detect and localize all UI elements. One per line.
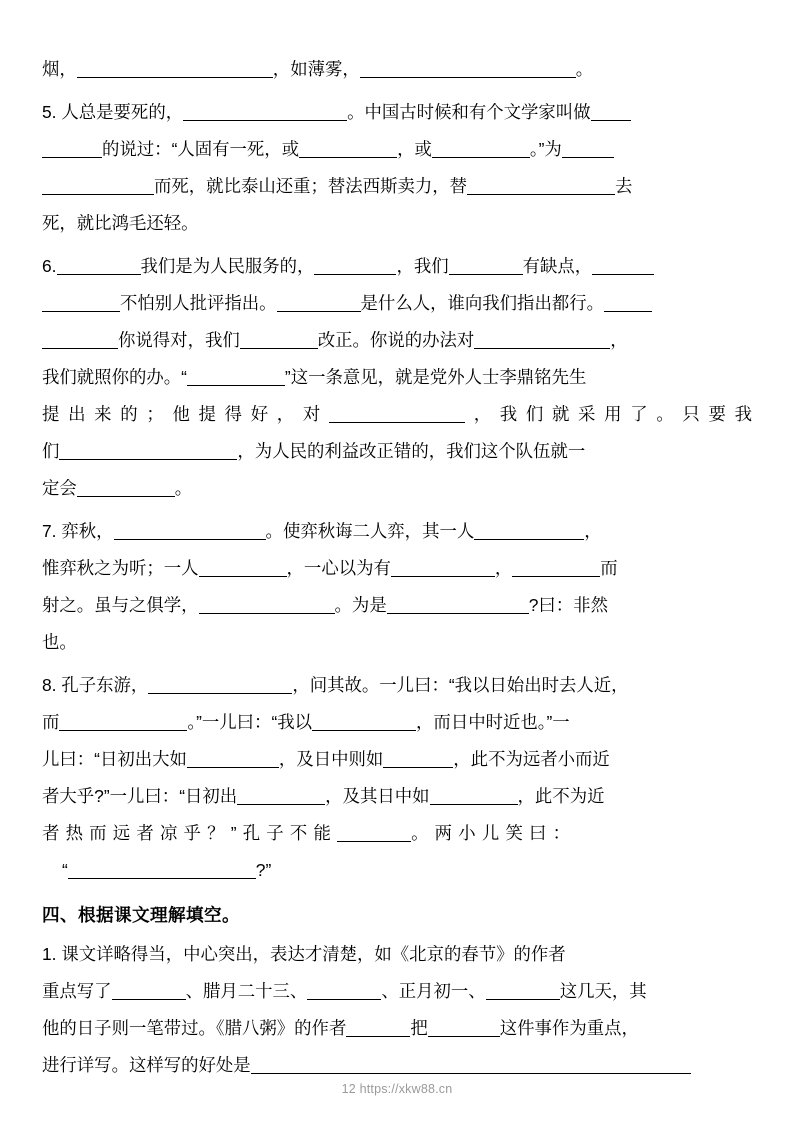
blank-underline[interactable] [312,714,416,731]
blank-underline[interactable] [57,258,141,275]
question-6-line-6 [42,442,752,461]
text-fragment: ， [584,521,602,541]
item-number: 1. [42,944,57,964]
text-fragment: 儿曰：“日初出大如 [42,749,187,769]
blank-underline[interactable] [299,141,397,158]
blank-underline[interactable] [42,141,102,158]
question-8-line-6 [42,861,772,880]
question-8-line-1 [42,676,752,695]
blank-underline[interactable] [77,61,273,78]
blank-underline[interactable] [383,751,453,768]
text-fragment: ，我们 [396,256,449,276]
text-fragment: 改正。你说的办法对 [317,330,475,350]
question-6-line-4 [42,368,752,387]
blank-underline[interactable] [240,332,318,349]
text-fragment: 烟， [42,59,77,79]
text-fragment: 弈秋， [61,521,114,541]
question-number: 8. [42,675,57,695]
text-fragment: 。两小儿笑曰： [411,823,577,843]
blank-underline[interactable] [486,983,560,1000]
text-fragment: ，如薄雾， [272,59,360,79]
text-fragment: 提出来的；他提得好，对 [42,404,329,424]
blank-underline[interactable] [346,1020,410,1037]
text-fragment: 人总是要死的， [61,102,184,122]
blank-underline[interactable] [114,523,266,540]
text-fragment: 。中国古时候和有个文学家叫做 [347,102,591,122]
blank-underline[interactable] [314,258,396,275]
text-fragment: 课文详略得当，中心突出，表达才清楚，如《北京的春节》的作者 [61,944,566,964]
item-1-line-3 [42,1019,752,1038]
text-fragment: 惟弈秋之为听；一人 [42,558,199,578]
item-1-line-1 [42,945,752,964]
question-5-line-4 [42,214,752,233]
blank-underline[interactable] [428,1020,500,1037]
question-6-line-7 [42,479,752,498]
text-fragment: 。 [174,478,193,498]
text-fragment: 定会 [42,478,77,498]
worksheet-page [42,0,752,1122]
text-fragment: 是什么人，谁向我们指出都行。 [360,293,605,313]
blank-underline[interactable] [112,983,186,1000]
blank-underline[interactable] [387,597,529,614]
text-fragment: 去 [615,176,633,196]
text-fragment: ?” [255,860,272,880]
question-7-line-4 [42,633,752,652]
blank-underline[interactable] [391,560,495,577]
question-7-line-1 [42,522,752,541]
text-fragment: “ [62,860,68,880]
footer-watermark: 12 https://xkw88.cn [341,1082,453,1096]
text-fragment: 这件事作为重点， [499,1018,639,1038]
blank-underline[interactable] [42,332,118,349]
question-6-line-1 [42,257,752,276]
question-number: 5. [42,102,57,122]
text-fragment: 把 [410,1018,428,1038]
text-fragment: ，一心以为有 [286,558,391,578]
text-fragment: 我们是为人民服务的， [140,256,315,276]
text-fragment: ，为人民的利益改正错的，我们这个队伍就一 [237,441,586,461]
question-6-line-2 [42,294,752,313]
text-fragment: 者大乎?”一儿曰：“日初出 [42,786,238,806]
item-1-line-4 [42,1056,752,1075]
blank-underline[interactable] [430,788,518,805]
text-fragment: 、腊月二十三、 [185,981,308,1001]
blank-underline[interactable] [68,862,256,879]
text-fragment: 们 [42,441,60,461]
blank-underline[interactable] [59,714,187,731]
question-5-line-2 [42,140,752,159]
text-fragment: 。 [575,59,594,79]
blank-underline[interactable] [474,332,610,349]
text-fragment: 的说过：“人固有一死，或 [102,139,300,159]
item-1-line-2 [42,982,752,1001]
blank-underline[interactable] [432,141,530,158]
blank-underline[interactable] [187,369,285,386]
text-fragment: 。为是 [334,595,387,615]
text-fragment: 也。 [42,632,77,652]
blank-underline[interactable] [42,295,120,312]
question-8-line-5 [42,824,752,843]
blank-underline[interactable] [59,443,237,460]
text-fragment: ”这一条意见，就是党外人士李鼎铭先生 [284,367,587,387]
question-7-line-3 [42,596,752,615]
blank-underline[interactable] [467,178,615,195]
text-fragment: 射之。虽与之俱学， [42,595,199,615]
text-fragment: 进行详写。这样写的好处是 [42,1055,251,1075]
blank-underline[interactable] [562,141,614,158]
blank-underline[interactable] [592,258,654,275]
blank-underline[interactable] [512,560,600,577]
text-fragment: 这几天，其 [559,981,647,1001]
blank-underline[interactable] [199,597,335,614]
blank-underline[interactable] [251,1057,691,1074]
text-fragment: ，问其故。一儿曰：“我以日始出时去人近， [292,675,629,695]
blank-underline[interactable] [307,983,381,1000]
question-8-line-4 [42,787,752,806]
question-8-line-3 [42,750,752,769]
blank-underline[interactable] [591,104,631,121]
text-fragment: ，此不为远者小而近 [453,749,610,769]
section-heading-four: 四、根据课文理解填空。 [42,905,240,925]
text-fragment: ，或 [397,139,432,159]
text-fragment: ， [610,330,628,350]
blank-underline[interactable] [187,751,279,768]
text-fragment: ，我们就采用了。只要我 [465,404,752,424]
blank-underline[interactable] [360,61,576,78]
text-fragment: ，及日中则如 [278,749,384,769]
blank-underline[interactable] [42,178,154,195]
blank-underline[interactable] [604,295,652,312]
text-fragment: 而 [42,712,60,732]
question-number: 6. [42,256,57,276]
blank-underline[interactable] [77,480,175,497]
text-fragment: 。使弈秋诲二人弈，其一人 [265,521,475,541]
text-fragment: 孔子东游， [61,675,149,695]
blank-underline[interactable] [337,825,411,842]
blank-underline[interactable] [183,104,347,121]
text-fragment: 有缺点， [522,256,593,276]
blank-underline[interactable] [329,406,465,423]
blank-underline[interactable] [237,788,325,805]
blank-underline[interactable] [449,258,523,275]
text-fragment: 死，就比鸿毛还轻。 [42,213,199,233]
blank-underline[interactable] [148,677,292,694]
text-fragment: ?曰：非然 [528,595,608,615]
question-7-line-2 [42,559,752,578]
text-fragment: 者热而远者凉乎？”孔子不能 [42,823,338,843]
question-6-line-3 [42,331,752,350]
text-fragment: 而 [600,558,618,578]
text-fragment: ，而日中时近也。”一 [416,712,570,732]
text-fragment: 而死，就比泰山还重；替法西斯卖力，替 [154,176,468,196]
text-fragment: 我们就照你的办。“ [42,367,187,387]
text-fragment: 。”为 [529,139,562,159]
text-fragment: ， [494,558,513,578]
question-number: 7. [42,521,57,541]
question-6-line-5 [42,405,752,424]
text-fragment: 你说得对，我们 [118,330,240,350]
question-5-line-1 [42,103,752,122]
question-5-line-3 [42,177,752,196]
question-4-continuation-line [42,60,752,79]
blank-underline[interactable] [199,560,287,577]
blank-underline[interactable] [277,295,361,312]
blank-underline[interactable] [474,523,584,540]
text-fragment: 他的日子则一笔带过。《腊八粥》的作者 [42,1018,347,1038]
text-fragment: 不怕别人批评指出。 [120,293,277,313]
text-fragment: ，及其日中如 [325,786,430,806]
question-8-line-2 [42,713,752,732]
text-fragment: 、正月初一、 [381,981,486,1001]
text-fragment: 。”一儿曰：“我以 [187,712,313,732]
text-fragment: ，此不为近 [517,786,605,806]
text-fragment: 重点写了 [42,981,112,1001]
